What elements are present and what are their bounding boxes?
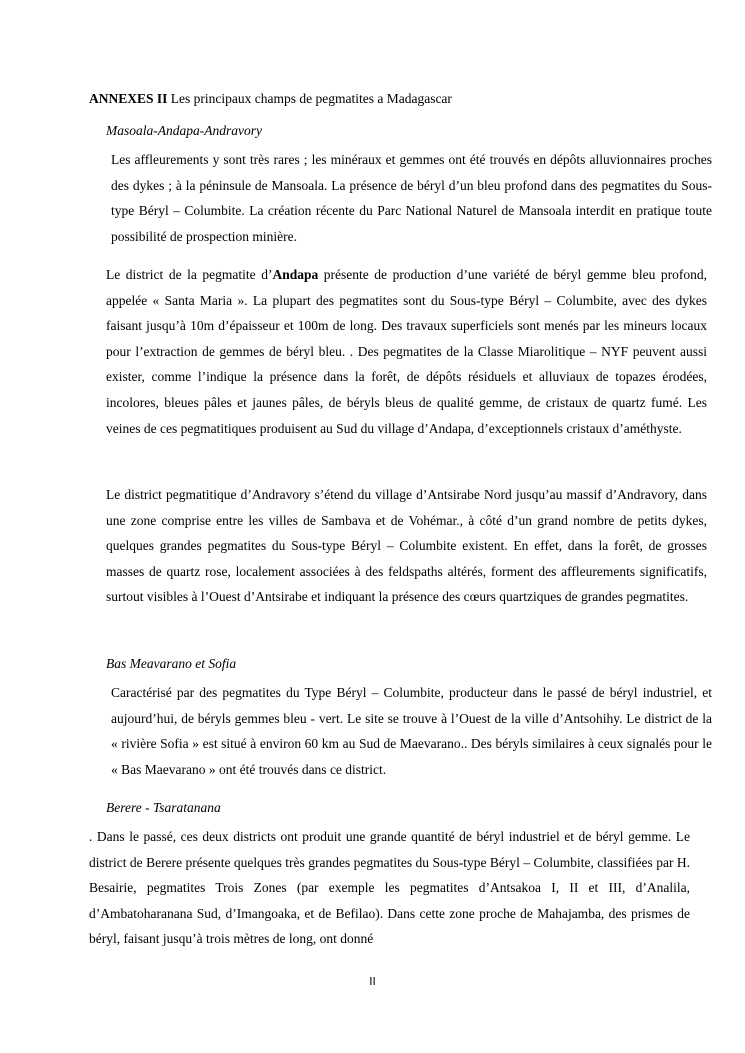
paragraph-andapa-intro: Le district de la pegmatite d’ [106, 267, 273, 282]
paragraph-berere: . Dans le passé, ces deux districts ont produit une grande quantité de béryl industriel et de béryl gemme. Le district de Berere présente quelques très grandes pegmatites du Sous-type Béryl – Columbite, classifiées par H. Besairie, pegmatites Trois Zones (par exemple les pegmatites d’Antsakoa I, II et III, d’Analila, d’Ambatoharanana Sud, d’Imangoaka, et de Befilao). Dans cette zone proche de Mahajamba, des prismes de béryl, faisant jusqu’à trois mètres de long, ont donné [89, 829, 690, 947]
page-number: II [369, 975, 376, 988]
annex-heading-label: ANNEXES II [89, 91, 168, 106]
paragraph-andravory: Le district pegmatitique d’Andravory s’étend du village d’Antsirabe Nord jusqu’au massif d’Andravory, dans une zone comprise entre les villes de Sambava et de Vohémar., à côté d’un grand nombre de petits dykes, quelques grandes pegmatites du Sous-type Béryl – Columbite existent. En effet, dans la forêt, de grosses masses de quartz rose, localement associées à des feldspaths altérés, forment des affleurements significatifs, surtout visibles à l’Ouest d’Antsirabe et indiquant la présence des cœurs quartziques de grandes pegmatites. [106, 487, 707, 605]
section-title-masoala: Masoala-Andapa-Andravory [106, 123, 262, 138]
andapa-bold: Andapa [272, 267, 319, 282]
annex-heading-title: Les principaux champs de pegmatites a Madagascar [167, 91, 452, 106]
paragraph-masoala: Les affleurements y sont très rares ; les minéraux et gemmes ont été trouvés en dépôts alluvionnaires proches des dykes ; à la péninsule de Mansoala. La présence de béryl d’un bleu profond dans des pegmatites du Sous-type Béryl – Columbite. La création récente du Parc National Naturel de Mansoala interdit en pratique toute possibilité de prospection minière. [111, 152, 712, 244]
paragraph-bas-meavarano: Caractérisé par des pegmatites du Type Béryl – Columbite, producteur dans le passé de béryl industriel, et aujourd’hui, de béryls gemmes bleu - vert. Le site se trouve à l’Ouest de la ville d’Antsohihy. Le district de la « rivière Sofia » est situé à environ 60 km au Sud de Maevarano.. Des béryls similaires à ceux signalés pour le « Bas Maevarano » ont été trouvés dans ce district. [111, 685, 712, 777]
section-title-bas-meavarano: Bas Meavarano et Sofia [106, 656, 237, 671]
paragraph-andapa-body: présente de production d’une variété de béryl gemme bleu profond, appelée « Santa Maria ». La plupart des pegmatites sont du Sous-type Béryl – Columbite, avec des dykes faisant jusqu’à 10m d’épaisseur et 100m de long. Des travaux superficiels sont menés par les mineurs locaux pour l’extraction de gemmes de béryl bleu. . Des pegmatites de la Classe Miarolitique – NYF peuvent aussi exister, comme l’indique la présence dans la forêt, de dépôts résiduels et alluviaux de topazes érodées, incolores, bleues pâles et jaunes pâles, de béryls bleus de qualité gemme, de cristaux de quartz fumé. Les veines de ces pegmatitiques produisent au Sud du village d’Andapa, d’exceptionnels cristaux d’améthyste. [106, 267, 707, 436]
paragraph-andapa [89, 262, 707, 441]
section-title-berere: Berere - Tsaratanana [106, 800, 221, 815]
annex-heading [89, 90, 689, 108]
